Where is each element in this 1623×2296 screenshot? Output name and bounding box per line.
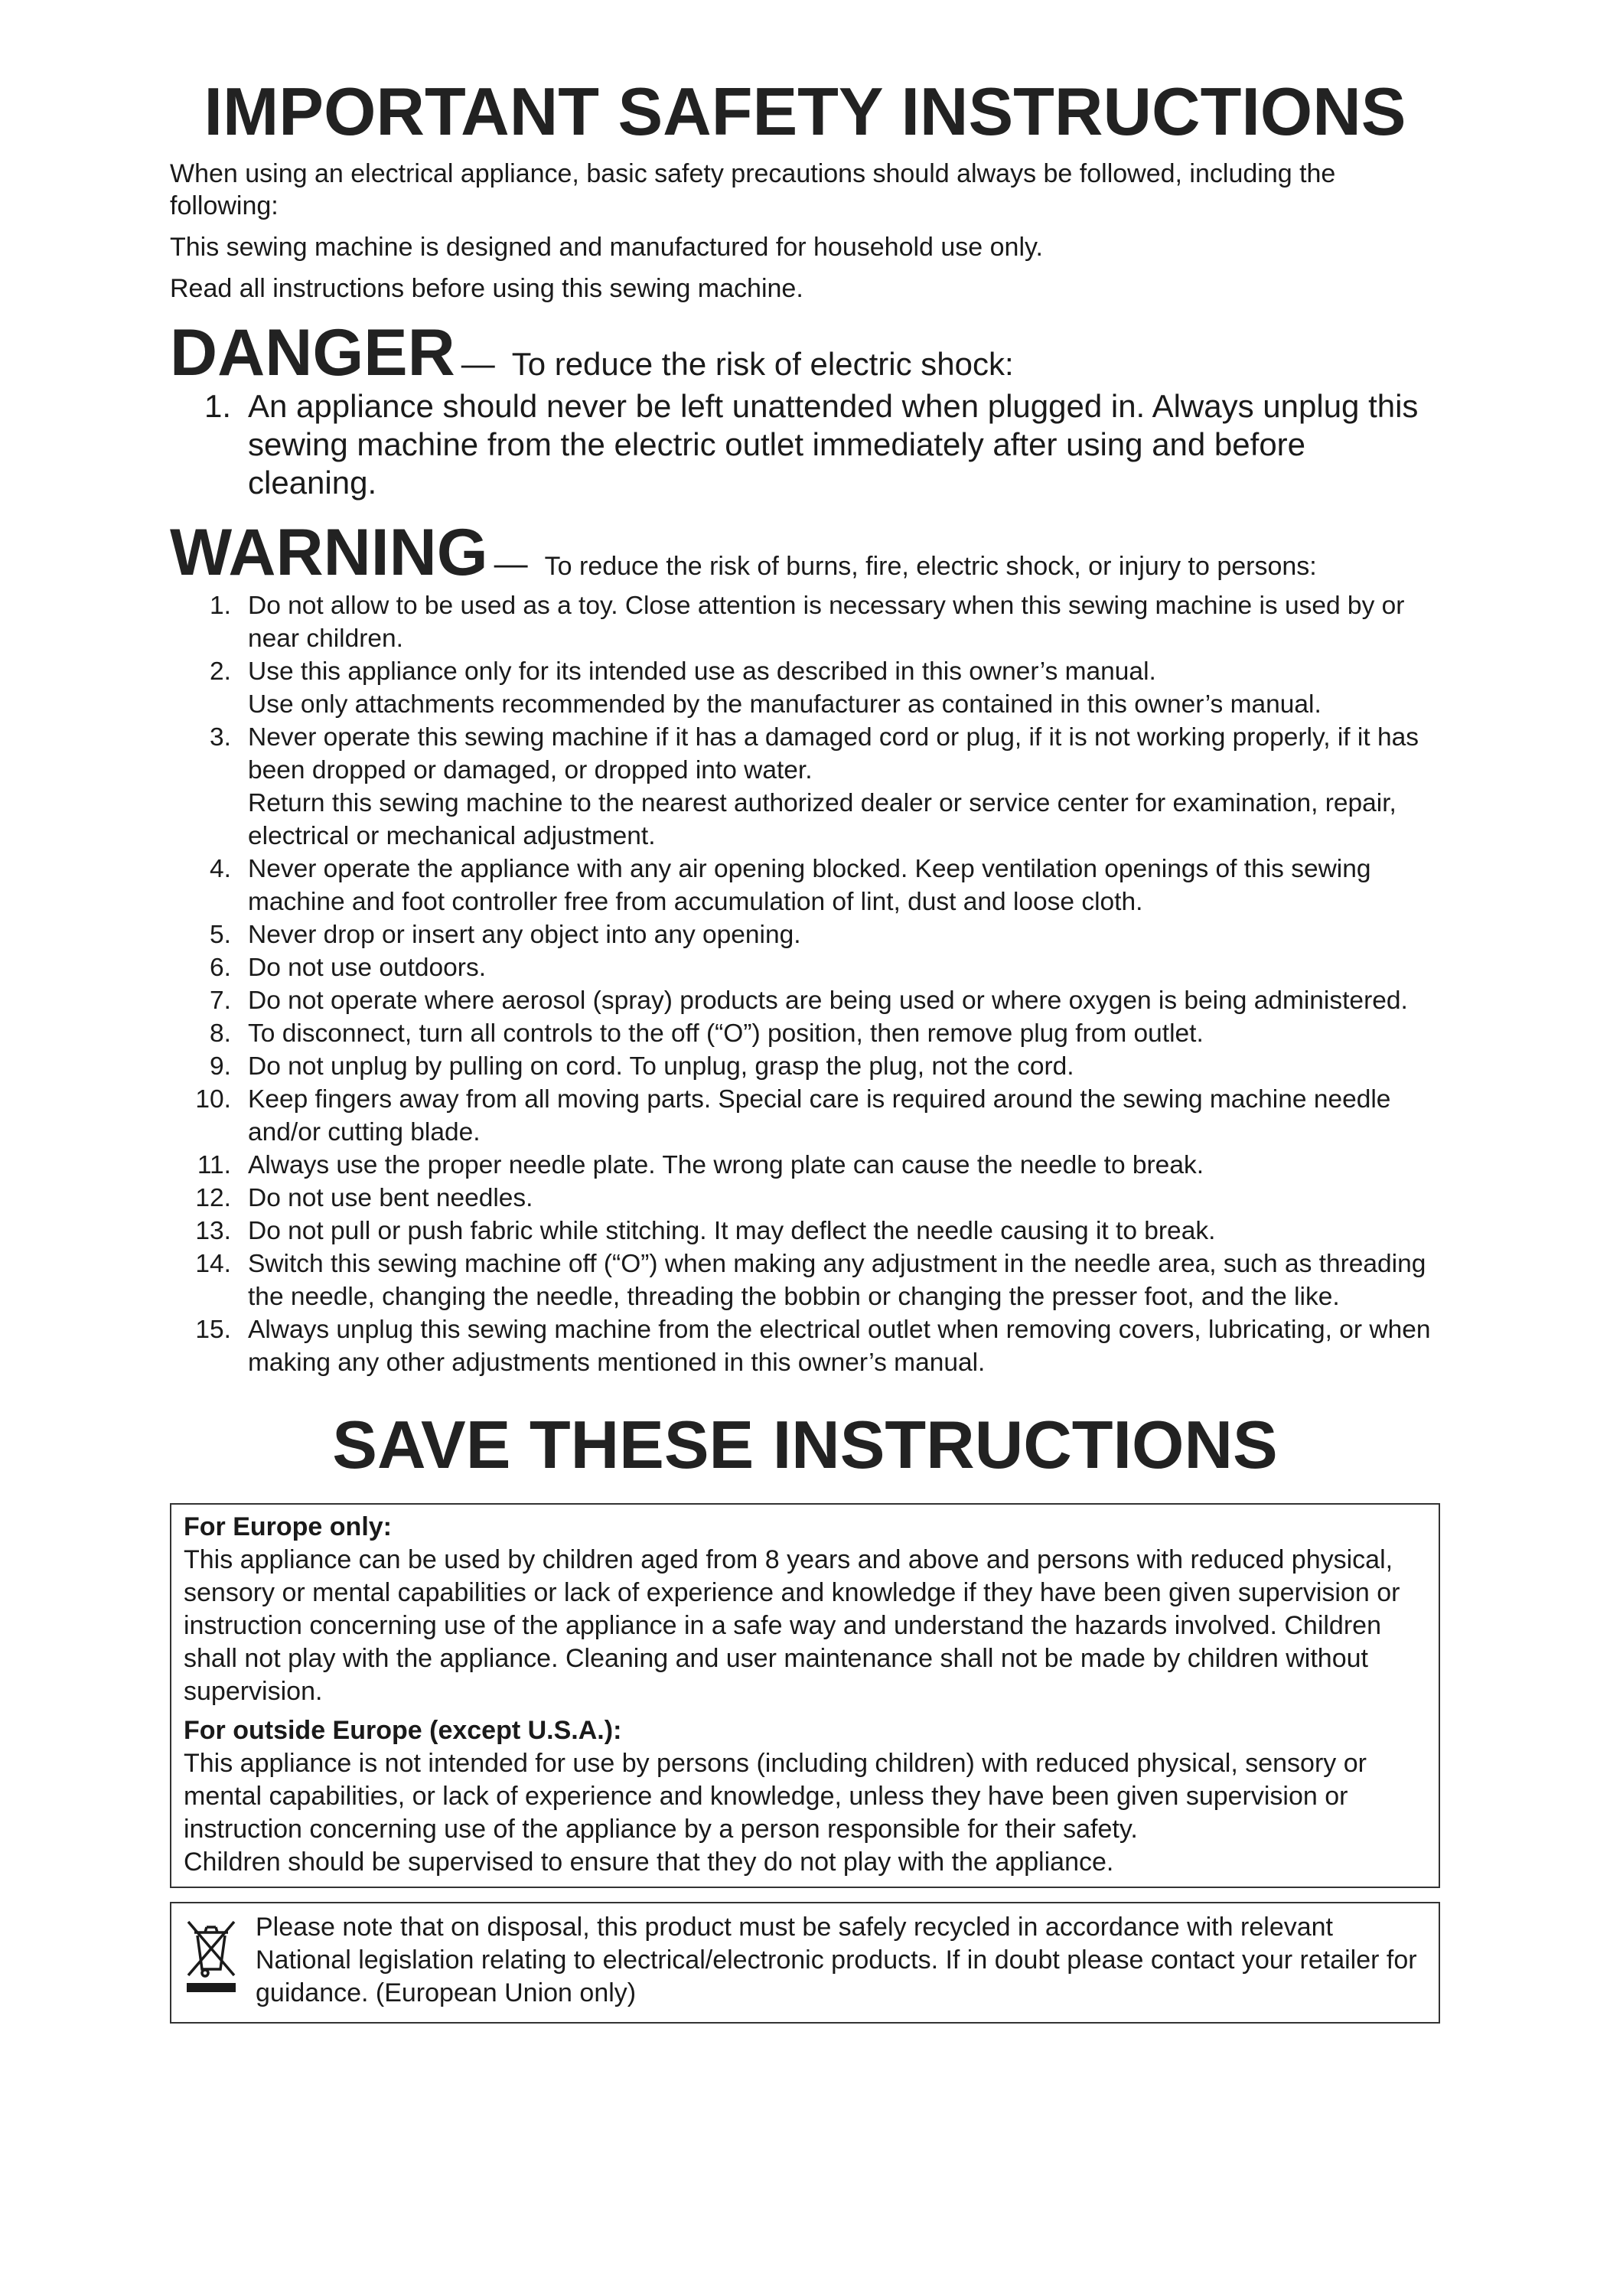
list-item-number: 15. <box>195 1316 231 1344</box>
outside-europe-text-2: Children should be supervised to ensure that they do not play with the appliance. <box>184 1848 1114 1877</box>
warning-subtitle: To reduce the risk of burns, fire, electric shock, or injury to persons: <box>544 552 1317 581</box>
list-item-text: Do not pull or push fabric while stitching. It may deflect the needle causing it to break. <box>248 1217 1216 1245</box>
list-item <box>170 655 1440 721</box>
warning-dash: — <box>494 545 528 582</box>
intro-section <box>170 158 1440 305</box>
danger-section <box>170 318 1440 502</box>
list-item-text: Never drop or insert any object into any opening. <box>248 921 801 949</box>
save-instructions-title: SAVE THESE INSTRUCTIONS <box>332 1407 1278 1482</box>
list-item-body <box>248 1247 1440 1313</box>
list-item <box>170 1149 1440 1182</box>
list-item-body <box>248 1083 1440 1149</box>
list-item-number: 13. <box>195 1217 231 1245</box>
list-item-body <box>248 853 1440 918</box>
intro-paragraph: When using an electrical appliance, basic safety precautions should always be followed, including the following: <box>170 159 1336 220</box>
list-item-text: To disconnect, turn all controls to the off (“O”) position, then remove plug from outlet. <box>248 1019 1204 1048</box>
danger-subtitle: To reduce the risk of electric shock: <box>511 346 1014 382</box>
list-item-text: Never operate the appliance with any air opening blocked. Keep ventilation openings of this sewing machine and foot controller free from accumulation of lint, dust and loose cloth. <box>248 855 1371 916</box>
list-item-number: 1. <box>210 592 231 620</box>
list-item <box>170 1050 1440 1083</box>
list-item-number: 5. <box>210 921 231 949</box>
list-item-text: An appliance should never be left unattended when plugged in. Always unplug this sewing machine from the electric outlet immediately after using and before cleaning. <box>248 388 1419 501</box>
disposal-notice-box <box>170 1902 1440 2024</box>
warning-label: WARNING <box>170 516 488 589</box>
list-item-body <box>248 1050 1074 1083</box>
list-item-text: Do not unplug by pulling on cord. To unplug, grasp the plug, not the cord. <box>248 1052 1074 1081</box>
list-item-text: Return this sewing machine to the nearest authorized dealer or service center for examination, repair, electrical or mechanical adjustment. <box>248 789 1396 850</box>
intro-paragraph: This sewing machine is designed and manufactured for household use only. <box>170 233 1043 262</box>
list-item-body <box>248 1313 1440 1379</box>
list-item-text: Use this appliance only for its intended use as described in this owner’s manual. <box>248 657 1156 686</box>
list-item-number: 12. <box>195 1184 231 1212</box>
list-item-text: Switch this sewing machine off (“O”) when making any adjustment in the needle area, such as threading the needle, changing the needle, threading the bobbin or changing the presser foot, and the like. <box>248 1250 1426 1311</box>
warning-heading <box>170 516 1440 589</box>
list-item-body <box>248 655 1322 721</box>
list-item <box>170 1182 1440 1215</box>
page-content <box>170 70 1440 2024</box>
list-item-text: Always use the proper needle plate. The wrong plate can cause the needle to break. <box>248 1151 1204 1179</box>
list-item-text: Do not operate where aerosol (spray) products are being used or where oxygen is being administered. <box>248 987 1408 1015</box>
list-item <box>170 1313 1440 1379</box>
list-item-body <box>248 589 1440 655</box>
list-item-number: 6. <box>210 954 231 982</box>
list-item <box>170 853 1440 918</box>
list-item-number: 7. <box>210 987 231 1015</box>
list-item-text: Do not use outdoors. <box>248 954 487 982</box>
list-item-number: 4. <box>210 855 231 883</box>
list-item-text: Do not use bent needles. <box>248 1184 533 1212</box>
list-item-text: Use only attachments recommended by the manufacturer as contained in this owner’s manual. <box>248 690 1322 719</box>
list-item <box>170 951 1440 984</box>
page-title: IMPORTANT SAFETY INSTRUCTIONS <box>204 73 1406 149</box>
list-item-body <box>248 1182 533 1215</box>
list-item-text: Keep fingers away from all moving parts. Special care is required around the sewing machine needle and/or cutting blade. <box>248 1085 1391 1146</box>
list-item <box>170 1247 1440 1313</box>
list-item-number: 1. <box>204 388 231 424</box>
list-item <box>170 984 1440 1017</box>
list-item-text: Do not allow to be used as a toy. Close attention is necessary when this sewing machine is used by or near children. <box>248 592 1405 653</box>
warning-section <box>170 516 1440 1379</box>
europe-notice-box <box>170 1503 1440 1888</box>
outside-europe-text: This appliance is not intended for use by persons (including children) with reduced physical, sensory or mental capabilities, or lack of experience and knowledge, unless they have been given supervision or instruction concerning use of the appliance by a person responsible for their safety. <box>184 1749 1367 1844</box>
list-item <box>170 721 1440 853</box>
list-item-body <box>248 1149 1204 1182</box>
warning-list <box>170 589 1440 1379</box>
weee-crossed-bin-icon-graphic <box>184 1919 239 1995</box>
outside-europe-heading: For outside Europe (except U.S.A.): <box>184 1716 622 1745</box>
list-item-number: 9. <box>210 1052 231 1081</box>
list-item-number: 8. <box>210 1019 231 1048</box>
weee-crossed-bin-icon <box>184 1911 245 2010</box>
list-item-body <box>248 1215 1215 1247</box>
list-item-body <box>248 721 1440 853</box>
list-item-number: 11. <box>197 1151 231 1179</box>
list-item <box>170 1215 1440 1247</box>
list-item-number: 2. <box>210 657 231 686</box>
list-item-number: 10. <box>195 1085 231 1114</box>
danger-label: DANGER <box>170 316 455 390</box>
intro-paragraph: Read all instructions before using this sewing machine. <box>170 274 803 303</box>
list-item-body <box>248 1017 1204 1050</box>
list-item-number: 14. <box>195 1250 231 1278</box>
list-item-text: Always unplug this sewing machine from the electrical outlet when removing covers, lubricating, or when making any other adjustments mentioned in this owner’s manual. <box>248 1316 1431 1377</box>
list-item <box>170 589 1440 655</box>
europe-text: This appliance can be used by children aged from 8 years and above and persons with reduced physical, sensory or mental capabilities or lack of experience and knowledge if they have been given supervision or instruction concerning use of the appliance in a safe way and understand the hazards involved. Children shall not play with the appliance. Cleaning and user maintenance shall not be made by children without supervision. <box>184 1545 1400 1706</box>
danger-list <box>170 387 1440 502</box>
list-item-body <box>248 387 1440 502</box>
list-item <box>170 387 1440 502</box>
list-item <box>170 918 1440 951</box>
europe-heading: For Europe only: <box>184 1512 392 1541</box>
list-item-number: 3. <box>210 723 231 752</box>
danger-heading <box>170 316 1440 390</box>
list-item-body <box>248 951 486 984</box>
list-item-body <box>248 918 801 951</box>
list-item <box>170 1083 1440 1149</box>
list-item-text: Never operate this sewing machine if it has a damaged cord or plug, if it is not working properly, if it has been dropped or damaged, or dropped into water. <box>248 723 1419 784</box>
danger-dash: — <box>461 345 495 383</box>
list-item-body <box>248 984 1408 1017</box>
disposal-text: Please note that on disposal, this product must be safely recycled in accordance with relevant National legislation relating to electrical/electronic products. If in doubt please contact your retailer for guidance. (European Union only) <box>256 1913 1417 2007</box>
list-item <box>170 1017 1440 1050</box>
